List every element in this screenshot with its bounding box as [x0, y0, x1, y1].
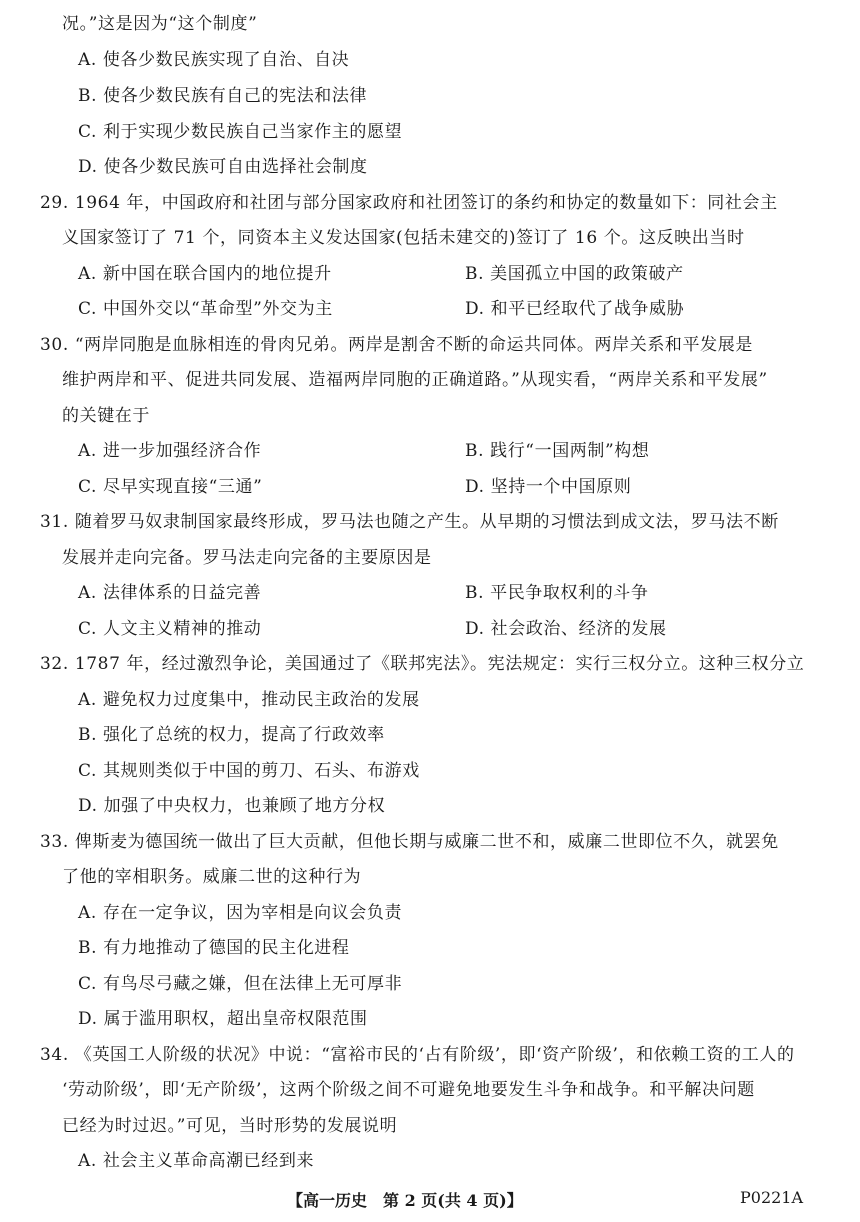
q31-stem-line-2: 发展并走向完备。罗马法走向完备的主要原因是 — [62, 548, 432, 568]
q31-option-d: D. 社会政治、经济的发展 — [465, 619, 667, 639]
q31-option-a: A. 法律体系的日益完善 — [78, 583, 262, 603]
q31-option-c: C. 人文主义精神的推动 — [78, 619, 262, 639]
q31-option-b: B. 平民争取权利的斗争 — [465, 583, 649, 603]
q28-stem-tail: 况。”这是因为“这个制度” — [62, 14, 258, 34]
q28-option-d: D. 使各少数民族可自由选择社会制度 — [78, 157, 368, 177]
q30-stem-line-1: 30. “两岸同胞是血脉相连的骨肉兄弟。两岸是割舍不断的命运共同体。两岸关系和平发展是 — [40, 335, 753, 355]
q30-option-b: B. 践行“一国两制”构想 — [465, 441, 650, 461]
q32-option-c: C. 其规则类似于中国的剪刀、石头、布游戏 — [78, 761, 420, 781]
q33-option-b: B. 有力地推动了德国的民主化进程 — [78, 938, 350, 958]
q30-option-d: D. 坚持一个中国原则 — [465, 477, 632, 497]
q28-option-b: B. 使各少数民族有自己的宪法和法律 — [78, 86, 368, 106]
q32-stem-line-1: 32. 1787 年，经过激烈争论，美国通过了《联邦宪法》。宪法规定：实行三权分立。这种三权分立 — [40, 654, 805, 674]
q29-option-d: D. 和平已经取代了战争威胁 — [465, 299, 685, 319]
q30-stem-line-2: 维护两岸和平、促进共同发展、造福两岸同胞的正确道路。”从现实看，“两岸关系和平发展” — [62, 370, 768, 390]
page-footer: 【高一历史 第 2 页(共 4 页)】 — [287, 1191, 523, 1210]
q28-option-c: C. 利于实现少数民族自己当家作主的愿望 — [78, 122, 403, 142]
q30-option-c: C. 尽早实现直接“三通” — [78, 477, 263, 497]
q31-stem-line-1: 31. 随着罗马奴隶制国家最终形成，罗马法也随之产生。从早期的习惯法到成文法，罗马法不断 — [40, 512, 779, 532]
q33-option-d: D. 属于滥用职权，超出皇帝权限范围 — [78, 1009, 368, 1029]
q34-stem-line-3: 已经为时过迟。”可见，当时形势的发展说明 — [62, 1116, 398, 1136]
q29-stem-line-2: 义国家签订了 71 个，同资本主义发达国家(包括未建交的)签订了 16 个。这反映出当时 — [62, 228, 745, 248]
q32-option-b: B. 强化了总统的权力，提高了行政效率 — [78, 725, 385, 745]
q33-option-c: C. 有鸟尽弓藏之嫌，但在法律上无可厚非 — [78, 974, 403, 994]
q28-option-a: A. 使各少数民族实现了自治、自决 — [78, 50, 350, 70]
q29-stem-line-1: 29. 1964 年，中国政府和社团与部分国家政府和社团签订的条约和协定的数量如下：同社会主 — [40, 193, 778, 213]
q29-option-c: C. 中国外交以“革命型”外交为主 — [78, 299, 333, 319]
q34-option-a: A. 社会主义革命高潮已经到来 — [78, 1151, 315, 1171]
q33-stem-line-1: 33. 俾斯麦为德国统一做出了巨大贡献，但他长期与威廉二世不和，威廉二世即位不久，就罢免 — [40, 832, 779, 852]
q32-option-a: A. 避免权力过度集中，推动民主政治的发展 — [78, 690, 420, 710]
q30-option-a: A. 进一步加强经济合作 — [78, 441, 262, 461]
q33-stem-line-2: 了他的宰相职务。威廉二世的这种行为 — [62, 867, 362, 887]
q30-stem-line-3: 的关键在于 — [62, 406, 150, 426]
q29-option-b: B. 美国孤立中国的政策破产 — [465, 264, 684, 284]
q34-stem-line-2: ‘劳动阶级’，即‘无产阶级’，这两个阶级之间不可避免地要发生斗争和战争。和平解决问题 — [62, 1080, 755, 1100]
paper-code: P0221A — [740, 1188, 804, 1207]
q34-stem-line-1: 34. 《英国工人阶级的状况》中说：“富裕市民的‘占有阶级’，即‘资产阶级’，和依赖工资的工人的 — [40, 1045, 795, 1065]
q32-option-d: D. 加强了中央权力，也兼顾了地方分权 — [78, 796, 386, 816]
q33-option-a: A. 存在一定争议，因为宰相是向议会负责 — [78, 903, 403, 923]
q29-option-a: A. 新中国在联合国内的地位提升 — [78, 264, 332, 284]
